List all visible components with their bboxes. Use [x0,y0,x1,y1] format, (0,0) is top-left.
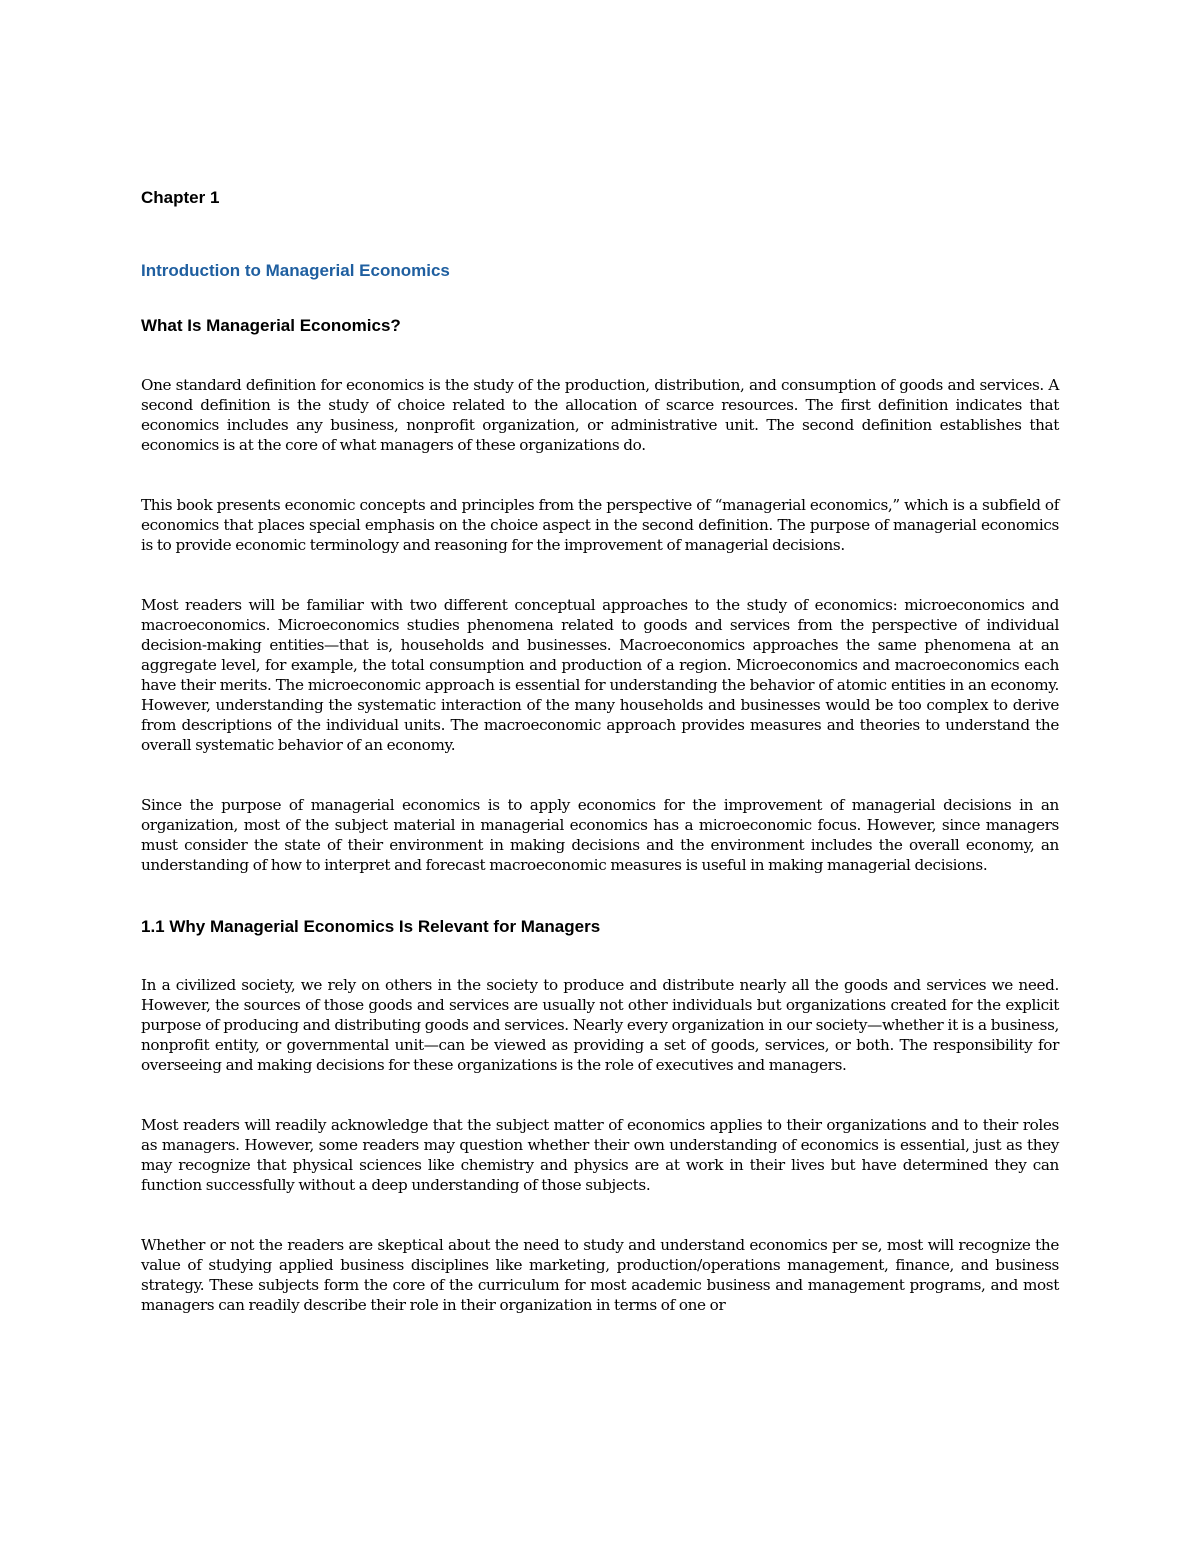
chapter-label: Chapter 1 [141,188,220,207]
paragraph: Since the purpose of managerial economics is to apply economics for the improvement of managerial decisions in an organization, most of the subject material in managerial economics has a microeconomic focus. However, since managers must consider the state of their environment in making decisions and the environment includes the overall economy, an understanding of how to interpret and forecast macroeconomic measures is useful in making managerial decisions. [141,796,1059,874]
section-heading-what-is: What Is Managerial Economics? [141,316,401,335]
paragraph: Whether or not the readers are skeptical about the need to study and understand economics per se, most will recognize the value of studying applied business disciplines like marketing, production/operations management, finance, and business strategy. These subjects form the core of the curriculum for most academic business and management programs, and most managers can readily describe their role in their organization in terms of one or [141,1236,1059,1314]
section-heading-relevance: 1.1 Why Managerial Economics Is Relevant for Managers [141,917,601,936]
chapter-title: Introduction to Managerial Economics [141,261,450,280]
paragraph: Most readers will be familiar with two different conceptual approaches to the study of economics: microeconomics and macroeconomics. Microeconomics studies phenomena related to goods and services from the perspective of individual decision-making entities—that is, households and businesses. Macroeconomics approaches the same phenomena at an aggregate level, for example, the total consumption and production of a region. Microeconomics and macroeconomics each have their merits. The microeconomic approach is essential for understanding the behavior of atomic entities in an economy. However, understanding the systematic interaction of the many households and businesses would be too complex to derive from descriptions of the individual units. The macroeconomic approach provides measures and theories to understand the overall systematic behavior of an economy. [141,596,1059,754]
paragraph: In a civilized society, we rely on others in the society to produce and distribute nearly all the goods and services we need. However, the sources of those goods and services are usually not other individuals but organizations created for the explicit purpose of producing and distributing goods and services. Nearly every organization in our society—whether it is a business, nonprofit entity, or governmental unit—can be viewed as providing a set of goods, services, or both. The responsibility for overseeing and making decisions for these organizations is the role of executives and managers. [141,976,1059,1074]
paragraph: One standard definition for economics is the study of the production, distribution, and consumption of goods and services. A second definition is the study of choice related to the allocation of scarce resources. The first definition indicates that economics includes any business, nonprofit organization, or administrative unit. The second definition establishes that economics is at the core of what managers of these organizations do. [141,376,1059,454]
paragraph: This book presents economic concepts and principles from the perspective of “managerial economics,” which is a subfield of economics that places special emphasis on the choice aspect in the second definition. The purpose of managerial economics is to provide economic terminology and reasoning for the improvement of managerial decisions. [141,496,1059,554]
paragraph: Most readers will readily acknowledge that the subject matter of economics applies to their organizations and to their roles as managers. However, some readers may question whether their own understanding of economics is essential, just as they may recognize that physical sciences like chemistry and physics are at work in their lives but have determined they can function successfully without a deep understanding of those subjects. [141,1116,1059,1194]
document-body [141,186,1059,1315]
